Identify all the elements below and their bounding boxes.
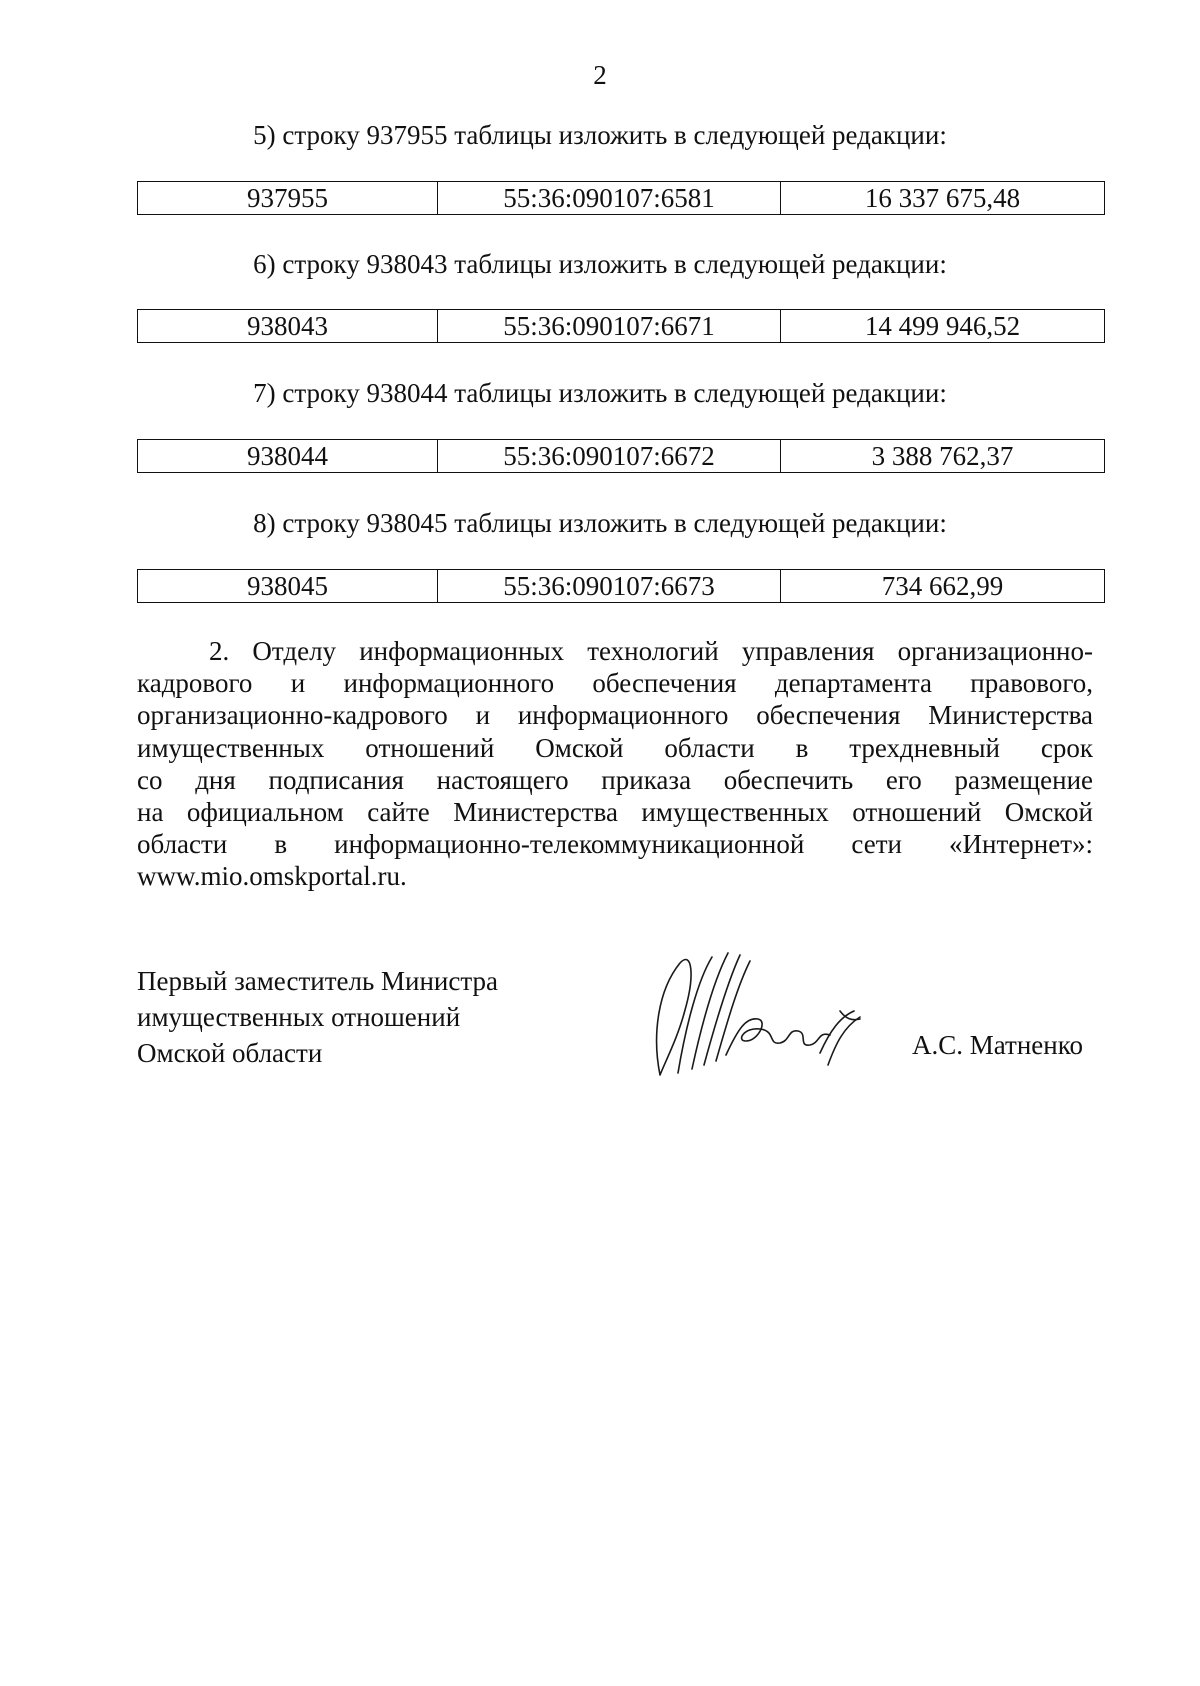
cadastral-number-cell: 55:36:090107:6581 [438,182,781,215]
signer-position-line: Омской области [137,1038,323,1068]
row-number-cell: 937955 [138,182,438,215]
cadastral-value-cell: 14 499 946,52 [781,310,1105,343]
paragraph-2 [137,635,1093,893]
amendment-8-table [137,569,1105,603]
amendment-8-instruction: 8) строку 938045 таблицы изложить в следующей редакции: [253,508,947,538]
paragraph-2-line: на официальном сайте Министерства имущественных отношений Омской [137,797,1093,828]
page-number: 2 [593,60,607,90]
signer-position [137,963,498,1071]
row-number-cell: 938044 [138,440,438,473]
signer-position-line: имущественных отношений [137,1002,461,1032]
cadastral-value-cell: 16 337 675,48 [781,182,1105,215]
handwritten-signature [640,945,880,1085]
amendment-5-instruction: 5) строку 937955 таблицы изложить в следующей редакции: [253,120,947,150]
row-number-cell: 938043 [138,310,438,343]
amendment-6-instruction: 6) строку 938043 таблицы изложить в следующей редакции: [253,249,947,279]
amendment-6-table [137,309,1105,343]
cadastral-value-cell: 734 662,99 [781,570,1105,603]
amendment-7-instruction: 7) строку 938044 таблицы изложить в следующей редакции: [253,378,947,408]
paragraph-2-line: кадрового и информационного обеспечения департамента правового, [137,668,1093,699]
paragraph-2-line: организационно-кадрового и информационного обеспечения Министерства [137,700,1093,731]
paragraph-2-line: www.mio.omskportal.ru. [137,861,407,892]
cadastral-number-cell: 55:36:090107:6673 [438,570,781,603]
paragraph-2-line: 2. Отделу информационных технологий управления организационно- [209,636,1093,666]
signer-position-line: Первый заместитель Министра [137,966,498,996]
amendment-7-table [137,439,1105,473]
cadastral-number-cell: 55:36:090107:6672 [438,440,781,473]
signer-name: А.С. Матненко [912,1030,1083,1060]
paragraph-2-line: области в информационно-телекоммуникационной сети «Интернет»: [137,829,1093,860]
paragraph-2-line: со дня подписания настоящего приказа обеспечить его размещение [137,764,1093,795]
amendment-5-table [137,181,1105,215]
cadastral-number-cell: 55:36:090107:6671 [438,310,781,343]
row-number-cell: 938045 [138,570,438,603]
paragraph-2-line: имущественных отношений Омской области в трехдневный срок [137,732,1093,763]
cadastral-value-cell: 3 388 762,37 [781,440,1105,473]
